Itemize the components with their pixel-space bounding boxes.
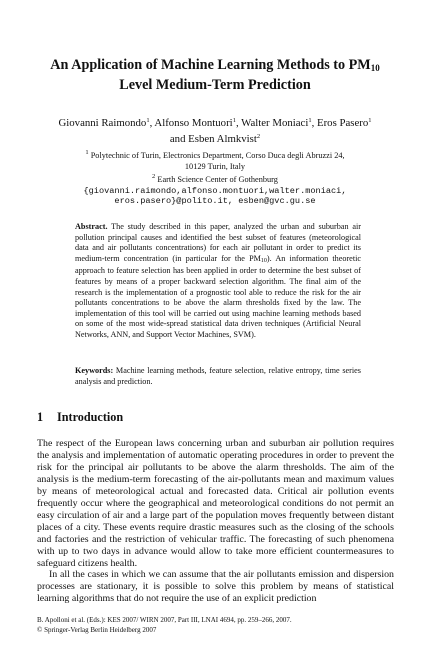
abstract-label: Abstract. bbox=[75, 222, 108, 231]
author-name: , Eros Pasero bbox=[311, 117, 369, 129]
section-heading bbox=[37, 410, 123, 425]
affiliation-text: Earth Science Center of Gothenburg bbox=[157, 175, 278, 185]
affiliation-1 bbox=[0, 148, 430, 162]
keywords bbox=[75, 366, 361, 387]
body-text bbox=[37, 438, 394, 605]
author-name: , Walter Moniaci bbox=[235, 117, 309, 129]
affiliation-mark: 1 bbox=[85, 149, 89, 156]
affiliation-2 bbox=[0, 172, 430, 186]
affiliations bbox=[0, 148, 430, 207]
author-name: and Esben Almkvist bbox=[169, 133, 257, 145]
author-mark: 2 bbox=[256, 133, 261, 140]
authors-line-2 bbox=[0, 130, 430, 146]
author-mark: 1 bbox=[232, 117, 236, 124]
abstract-subscript: 10 bbox=[260, 257, 267, 264]
footer-citation bbox=[37, 616, 394, 635]
paper-title bbox=[0, 57, 430, 94]
title-line-1 bbox=[0, 57, 430, 77]
keywords-text: Machine learning methods, feature selection, relative entropy, time series analysis and prediction. bbox=[75, 366, 361, 386]
affiliation-text: Polytechnic of Turin, Electronics Department, Corso Duca degli Abruzzi 24, bbox=[90, 151, 345, 160]
affiliation-1-city: 10129 Turin, Italy bbox=[184, 161, 246, 171]
paragraph: The respect of the European laws concerning urban and suburban air pollution requires the analysis and implementation of automatic operating procedures in order to prevent the risk for the principal air pollutants to be above the alarm thresholds. The aim of the analysis is the medium-term forecasting of the air-pollutants mean and maximum values by means of meteorological actual and forecasted data. Critical air pollution events frequently occur where the geographical and meteorological conditions do not permit an easy circulation of air and a large part of the population moves frequently between distant places of a city. These events require drastic measures such as the closing of the schools and factories and the restriction of vehicular traffic. The forecasting of such phenomena with up to two days in advance would allow to take more efficient countermeasures to safeguard citizens health. bbox=[37, 438, 394, 569]
author-list bbox=[0, 114, 430, 146]
footer-line-2: © Springer-Verlag Berlin Heidelberg 2007 bbox=[37, 625, 157, 634]
affiliation-mark: 2 bbox=[152, 173, 156, 181]
title-text: An Application of Machine Learning Methods to PM bbox=[50, 57, 371, 73]
email-line-2: eros.pasero}@polito.it, esben@gvc.gu.se bbox=[114, 196, 316, 207]
author-name: , Alfonso Montuori bbox=[149, 117, 233, 129]
title-subscript: 10 bbox=[370, 63, 380, 73]
author-name: Giovanni Raimondo bbox=[58, 117, 147, 129]
keywords-label: Keywords: bbox=[75, 366, 114, 375]
abstract-text-continued: ). An information theoretic approach to feature selection has been applied in order to determine the best subset of features by means of a proper backward selection algorithm. The final aim of the research is the implementation of a prognostic tool able to reduce the risk for the air pollutants concentrations to be above the alarm thresholds fixed by the law. The implementation of this tool will be carried out using machine learning methods based on some of the most wide-spread statistical data driven techniques (Artificial Neural Networks, ANN, and Support Vector Machines, SVM). bbox=[75, 253, 361, 339]
email-line-1: {giovanni.raimondo,alfonso.montuori,walter.moniaci, bbox=[83, 185, 347, 196]
title-line-2: Level Medium-Term Prediction bbox=[119, 77, 311, 93]
author-mark: 1 bbox=[308, 117, 312, 124]
authors-line-1 bbox=[0, 114, 430, 130]
section-title: Introduction bbox=[57, 410, 124, 424]
paragraph: In all the cases in which we can assume that the air pollutants emission and dispersion processes are stationary, it is possible to solve this problem by means of statistical learning algorithms that do not require the use of an explicit prediction bbox=[37, 569, 394, 605]
footer-line-1: B. Apolloni et al. (Eds.): KES 2007/ WIRN 2007, Part III, LNAI 4694, pp. 259–266, 2007. bbox=[37, 616, 292, 624]
author-mark: 1 bbox=[368, 117, 372, 124]
author-mark: 1 bbox=[146, 117, 150, 124]
abstract-text: The study described in this paper, analyzed the urban and suburban air pollution principal causes and identified the best subset of features (meteorological data and air pollutants concentrations) for each air pollutant in order to predict its medium-term concentration (in particular for the PM bbox=[75, 222, 361, 263]
abstract bbox=[75, 222, 361, 341]
section-number: 1 bbox=[37, 410, 44, 424]
